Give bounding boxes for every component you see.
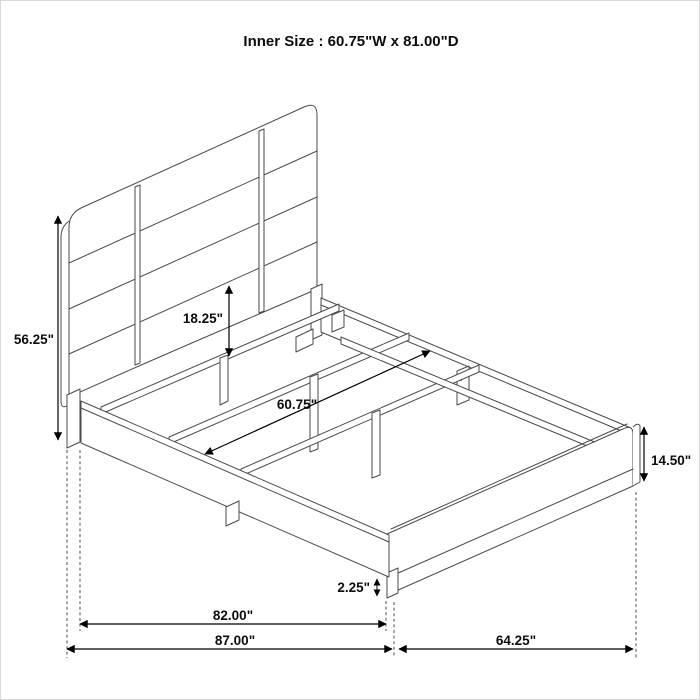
bed-dimension-drawing bbox=[1, 1, 699, 699]
footboard-side-edge bbox=[633, 424, 640, 486]
slat-leg bbox=[220, 355, 228, 405]
footboard bbox=[387, 424, 640, 598]
headboard-height-label: 56.25" bbox=[13, 332, 54, 347]
headboard-near-leg bbox=[67, 389, 80, 448]
inner-width-label: 60.75" bbox=[276, 397, 318, 412]
foot-base-label: 2.25" bbox=[337, 580, 370, 595]
headboard-side-edge bbox=[61, 221, 69, 407]
headboard-gap-label: 18.25" bbox=[182, 311, 223, 326]
center-support-rail bbox=[341, 337, 609, 455]
total-width-label: 64.25" bbox=[495, 633, 537, 648]
headboard-front-face bbox=[69, 105, 317, 397]
headboard-far-leg-foot bbox=[296, 329, 313, 352]
rail-length-label: 82.00" bbox=[212, 608, 254, 623]
footboard-front-face bbox=[387, 427, 633, 595]
slat-leg bbox=[372, 410, 380, 478]
far-rail-top-edge bbox=[321, 298, 631, 428]
diagram-title: Inner Size : 60.75"W x 81.00"D bbox=[243, 33, 459, 50]
headboard-vertical-strip bbox=[135, 185, 140, 365]
footboard-height-label: 14.50" bbox=[651, 453, 692, 468]
headboard-vertical-strip bbox=[259, 129, 264, 313]
total-length-label: 87.00" bbox=[214, 633, 256, 648]
